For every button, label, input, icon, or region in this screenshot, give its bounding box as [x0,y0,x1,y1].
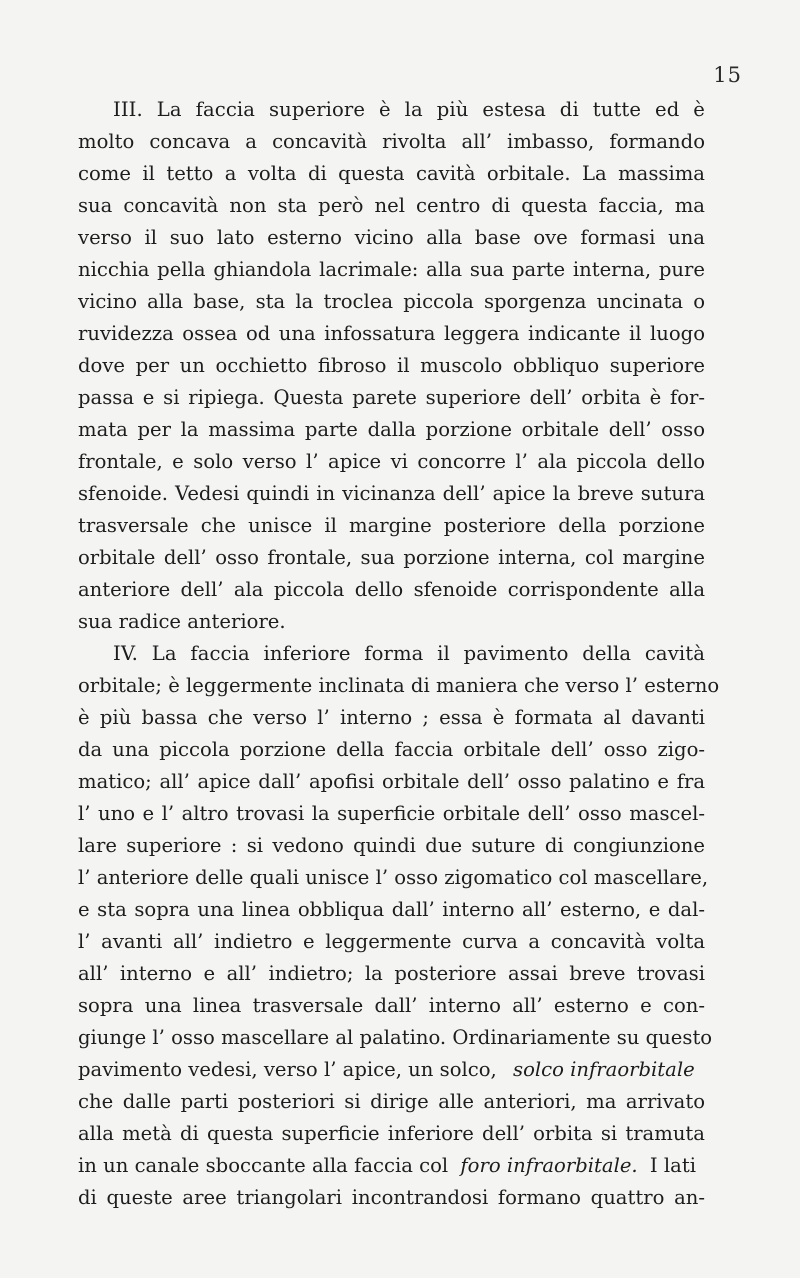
paragraph-3-heading-line: III. La faccia superiore è la più estesa di tutte ed è [113,98,705,121]
paragraph-4-heading-line: IV. La faccia inferiore forma il pavimento della cavità [113,642,705,665]
text-line: orbitale; è leggermente inclinata di maniera che verso l’ esterno [78,674,720,697]
text-line: vicino alla base, sta la troclea piccola sporgenza uncinata o [78,290,705,313]
text-line: che dalle parti posteriori si dirige alle anteriori, ma arrivato [78,1090,705,1113]
text-line: mata per la massima parte dalla porzione orbitale dell’ osso [78,418,705,441]
text-line [78,1054,705,1086]
text-line: e sta sopra una linea obbliqua dall’ interno all’ esterno, e dal- [78,898,705,921]
text-line: alla metà di questa superficie inferiore dell’ orbita si tramuta [78,1122,705,1145]
text-line: l’ anteriore delle quali unisce l’ osso zigomatico col mascellare, [78,866,709,889]
text-line: nicchia pella ghiandola lacrimale: alla sua parte interna, pure [78,258,705,281]
text-line [78,1150,705,1182]
page-number: 15 [713,63,742,87]
italic-term-solco-infraorbitale: solco infraorbitale [513,1058,695,1081]
text-line: l’ avanti all’ indietro e leggermente curva a concavità volta [78,930,705,953]
text-line: frontale, e solo verso l’ apice vi concorre l’ ala piccola dello [78,450,705,473]
text-line: molto concava a concavità rivolta all’ imbasso, formando [78,130,705,153]
text-line: l’ uno e l’ altro trovasi la superficie orbitale dell’ osso mascel- [78,802,705,825]
text-line: sua radice anteriore. [78,610,286,633]
text-segment: pavimento vedesi, verso l’ apice, un solco, [78,1058,497,1081]
text-line: all’ interno e all’ indietro; la posteriore assai breve trovasi [78,962,705,985]
text-line: da una piccola porzione della faccia orbitale dell’ osso zigo- [78,738,705,761]
text-line: verso il suo lato esterno vicino alla base ove formasi una [78,226,705,249]
text-line: ruvidezza ossea od una infossatura leggera indicante il luogo [78,322,705,345]
text-line: giunge l’ osso mascellare al palatino. Ordinariamente su questo [78,1026,713,1049]
text-line: anteriore dell’ ala piccola dello sfenoide corrispondente alla [78,578,705,601]
text-line: di queste aree triangolari incontrandosi formano quattro an- [78,1186,705,1209]
text-line: passa e si ripiega. Questa parete superiore dell’ orbita è for- [78,386,705,409]
text-line: sua concavità non sta però nel centro di questa faccia, ma [78,194,705,217]
italic-term-foro-infraorbitale: foro infraorbitale. [460,1154,638,1177]
text-segment: in un canale sboccante alla faccia col [78,1154,449,1177]
text-line: matico; all’ apice dall’ apofisi orbitale dell’ osso palatino e fra [78,770,705,793]
text-line: orbitale dell’ osso frontale, sua porzione interna, col margine [78,546,705,569]
text-segment: I lati [649,1154,696,1177]
text-line: dove per un occhietto fibroso il muscolo obbliquo superiore [78,354,705,377]
text-line: come il tetto a volta di questa cavità orbitale. La massima [78,162,705,185]
text-line: sopra una linea trasversale dall’ interno all’ esterno e con- [78,994,705,1017]
text-line: è più bassa che verso l’ interno ; essa è formata al davanti [78,706,705,729]
text-line: sfenoide. Vedesi quindi in vicinanza dell’ apice la breve sutura [78,482,705,505]
text-line: trasversale che unisce il margine posteriore della porzione [78,514,705,537]
text-line: lare superiore : si vedono quindi due suture di congiunzione [78,834,705,857]
